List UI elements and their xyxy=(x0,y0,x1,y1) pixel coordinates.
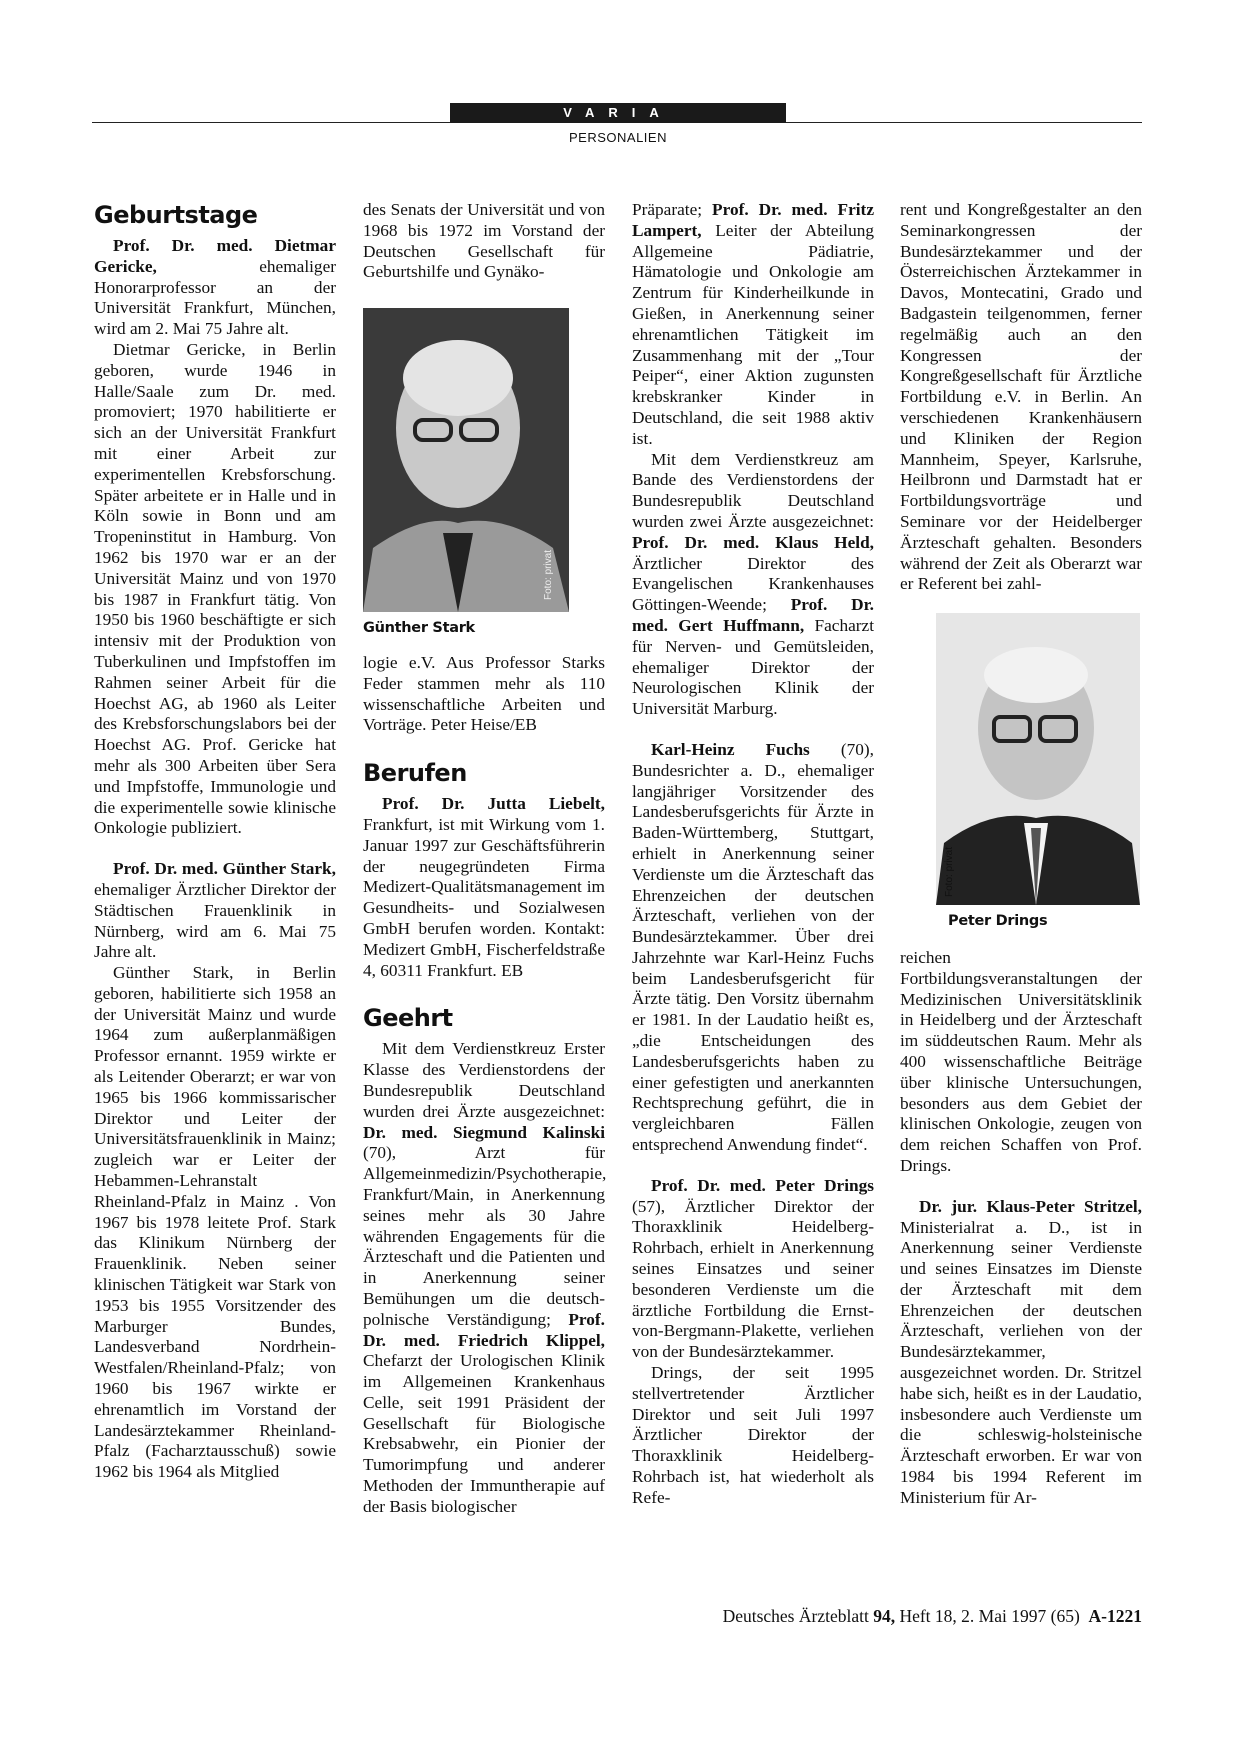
paragraph: rent und Kongreßgestalter an den Seminarkongressen der Bundesärztekammer und der Österreichischen Ärztekammer in Davos, Montecatini, Grado und Badgastein teilgenommen, ferner regelmäßig auch an den Kongressen der Kongreßgesellschaft für Ärztliche Fortbildung e.V. in Berlin. An verschiedenen Krankenhäusern und Kliniken der Region Mannheim, Speyer, Karlsruhe, Heilbronn und Darmstadt hat er Fortbildungsvorträge und Seminare vor der Heidelberger Ärzteschaft gehalten. Besonders während der Zeit als Oberarzt war er Referent bei zahl- xyxy=(900,200,1142,594)
column-3 xyxy=(632,200,874,1509)
photo-credit: Foto: privat xyxy=(944,847,955,898)
column-4 xyxy=(900,200,1142,1509)
paragraph: Prof. Dr. med. Peter Drings (57), Ärztlicher Direktor der Thoraxklinik Heidelberg-Rohrbach, erhielt in Anerkennung seines Einsatzes und seiner besonderen Verdienste um die ärztliche Fortbildung die Ernst-von-Bergmann-Plakette, verliehen von der Bundesärztekammer. xyxy=(632,1175,874,1362)
paragraph: Dr. jur. Klaus-Peter Stritzel, Ministerialrat a. D., ist in Anerkennung seiner Verdienste und seines Einsatzes im Dienste der Ärzteschaft mit dem Ehrenzeichen der deutschen Ärzteschaft, verliehen von der Bundesärztekammer, ausgezeichnet worden. Dr. Stritzel habe sich, heißt es in der Laudatio, insbesondere auch Verdienste um die schleswig-holsteinische Ärzteschaft erworben. Er war von 1984 bis 1994 Referent im Ministerium für Ar- xyxy=(900,1196,1142,1507)
paragraph: Dietmar Gericke, in Berlin geboren, wurde 1946 in Halle/Saale zum Dr. med. promoviert; 1970 habilitierte er sich an der Universität Frankfurt mit einer Arbeit zur experimentellen Krebsforschung. Später arbeitete er in Halle und in Köln sowie in Bonn und am Tropeninstitut in Hamburg. Von 1962 bis 1970 war er an der Universität Mainz und von 1970 bis 1987 in Frankfurt tätig. Von 1950 bis 1960 beschäftigte er sich intensiv mit der Produktion von Tuberkulinen und Impfstoffen im Rahmen seiner Arbeit für die Hoechst AG, ab 1960 als Leiter des Krebsforschungslabors bei der Hoechst AG. Prof. Gericke hat mehr als 300 Arbeiten über Sera und Impfstoffe, Immunologie und die experimentelle sowie klinische Onkologie publiziert. xyxy=(94,339,336,838)
paragraph: Prof. Dr. med. Dietmar Gericke, ehemaliger Honorarprofessor an der Universität Frankfurt, München, wird am 2. Mai 75 Jahre alt. xyxy=(94,236,336,339)
paragraph: Günther Stark, in Berlin geboren, habilitierte sich 1958 an der Universität Mainz und wurde 1964 zum außerplanmäßigen Professor ernannt. 1959 wirkte er als Leitender Oberarzt; er war von 1965 bis 1966 kommissarischer Direktor und Leiter der Universitätsfrauenklinik in Mainz; zugleich war er Leiter der Hebammen-Lehranstalt Rheinland-Pfalz in Mainz . Von 1967 bis 1978 leitete Prof. Stark das Klinikum Nürnberg der Frauenklinik. Neben seiner klinischen Tätigkeit war Stark von 1953 bis 1955 Vorsitzender des Marburger Bundes, Landesverband Nordrhein-Westfalen/Rheinland-Pfalz; von 1960 bis 1967 wirkte er ehrenamtlich im Vorstand der Landesärztekammer Rheinland-Pfalz (Facharztausschuß) sowie 1962 bis 1964 als Mitglied xyxy=(94,963,336,1482)
heading-geburtstage: Geburtstage xyxy=(94,201,258,229)
paragraph: Karl-Heinz Fuchs (70), Bundesrichter a. D., ehemaliger langjähriger Vorsitzender des Landesberufsgerichts für Ärzte in Baden-Württemberg, Stuttgart, erhielt in Anerkennung seiner Verdienste um die Ärzteschaft das Ehrenzeichen der deutschen Ärzteschaft, verliehen von der Bundesärztekammer. Über drei Jahrzehnte war Karl-Heinz Fuchs beim Landesberufsgericht für Ärzte tätig. Den Vorsitz übernahm er 1981. In der Laudatio heißt es, „die Entscheidungen des Landesberufsgerichts haben zu einer gefestigten und anerkannten Rechtsprechung geführt, die in vergleichbaren Fällen entsprechend Anwendung findet“. xyxy=(632,739,875,1155)
portrait-drings-image xyxy=(936,613,1140,905)
photo-caption: Peter Drings xyxy=(948,913,1048,930)
paragraph: Prof. Dr. Jutta Liebelt, Frankfurt, ist mit Wirkung vom 1. Januar 1997 zur Geschäftsführerin der neugegründeten Firma Medizert-Qualitätsmanagement im Gesundheits- und Sozialwesen GmbH berufen worden. Kontakt: Medizert GmbH, Fischerfeldstraße 4, 60311 Frankfurt. EB xyxy=(363,794,605,980)
paragraph: Prof. Dr. med. Günther Stark, ehemaliger Ärztlicher Direktor der Städtischen Frauenklinik in Nürnberg, wird am 6. Mai 75 Jahre alt. xyxy=(94,859,336,962)
heading-geehrt: Geehrt xyxy=(363,1004,453,1033)
section-label: VARIA xyxy=(450,103,786,123)
paragraph: Drings, der seit 1995 stellvertretender Ärztlicher Direktor und seit Juli 1997 Ärztlicher Direktor der Thoraxklinik Heidelberg-Rohrbach ist, hat wiederholt als Refe- xyxy=(632,1363,874,1507)
page-footer: Deutsches Ärzteblatt 94, Heft 18, 2. Mai 1997 (65) A-1221 xyxy=(722,1606,1142,1626)
photo-caption: Günther Stark xyxy=(363,620,475,637)
paragraph: Präparate; Prof. Dr. med. Fritz Lampert, Leiter der Abteilung Allgemeine Pädiatrie, Hämatologie und Onkologie am Zentrum für Kinderheilkunde in Gießen, in Anerkennung seiner ehrenamtlichen Tätigkeit im Zusammenhang mit der „Tour Peiper“, einer Aktion zugunsten krebskranker Kinder in Deutschland, die seit 1988 aktiv ist. xyxy=(632,200,874,448)
heading-berufen: Berufen xyxy=(363,759,467,788)
paragraph: Mit dem Verdienstkreuz Erster Klasse des Verdienstordens der Bundesrepublik Deutschland wurden drei Ärzte ausgezeichnet: Dr. med. Siegmund Kalinski (70), Arzt für Allgemeinmedizin/Psychotherapie, Frankfurt/Main, in Anerkennung seines mehr als 30 Jahre währenden Engagements für die Ärzteschaft und die Patienten und in Anerkennung seiner Bemühungen um die deutsch-polnische Verständigung; Prof. Dr. med. Friedrich Klippel, Chefarzt der Urologischen Klinik im Allgemeinen Krankenhaus Celle, seit 1991 Präsident der Gesellschaft für Biologische Krebsabwehr, ein Pionier der Tumorimpfung und anderer Methoden der Immuntherapie auf der Basis biologischer xyxy=(363,1039,607,1516)
portrait-photo xyxy=(936,613,1140,905)
paragraph: reichen Fortbildungsveranstaltungen der Medizinischen Universitätsklinik in Heidelberg und der Ärzteschaft im süddeutschen Raum. Mehr als 400 wissenschaftliche Beiträge über klinische Untersuchungen, besonders aus dem Gebiet der klinischen Onkologie, zeugen von dem reichen Schaffen von Prof. Drings. xyxy=(900,947,1142,1175)
column-2 xyxy=(363,200,605,1518)
photo-block-drings xyxy=(936,613,1142,932)
subsection-label: PERSONALIEN xyxy=(569,130,667,145)
photo-block-stark xyxy=(363,308,605,639)
paragraph: des Senats der Universität und von 1968 bis 1972 im Vorstand der Deutschen Gesellschaft für Geburtshilfe und Gynäko- xyxy=(363,200,605,282)
photo-credit: Foto: privat xyxy=(543,550,554,601)
column-1 xyxy=(94,200,336,1483)
portrait-photo xyxy=(363,308,569,612)
paragraph: logie e.V. Aus Professor Starks Feder stammen mehr als 110 wissenschaftliche Arbeiten und Vorträge. Peter Heise/EB xyxy=(363,652,605,735)
paragraph: Mit dem Verdienstkreuz am Bande des Verdienstordens der Bundesrepublik Deutschland wurden zwei Ärzte ausgezeichnet: Prof. Dr. med. Klaus Held, Ärztlicher Direktor des Evangelischen Krankenhauses Göttingen-Weende; Prof. Dr. med. Gert Huffmann, Facharzt für Nerven- und Gemütsleiden, ehemaliger Direktor der Neurologischen Klinik der Universität Marburg. xyxy=(632,449,874,719)
